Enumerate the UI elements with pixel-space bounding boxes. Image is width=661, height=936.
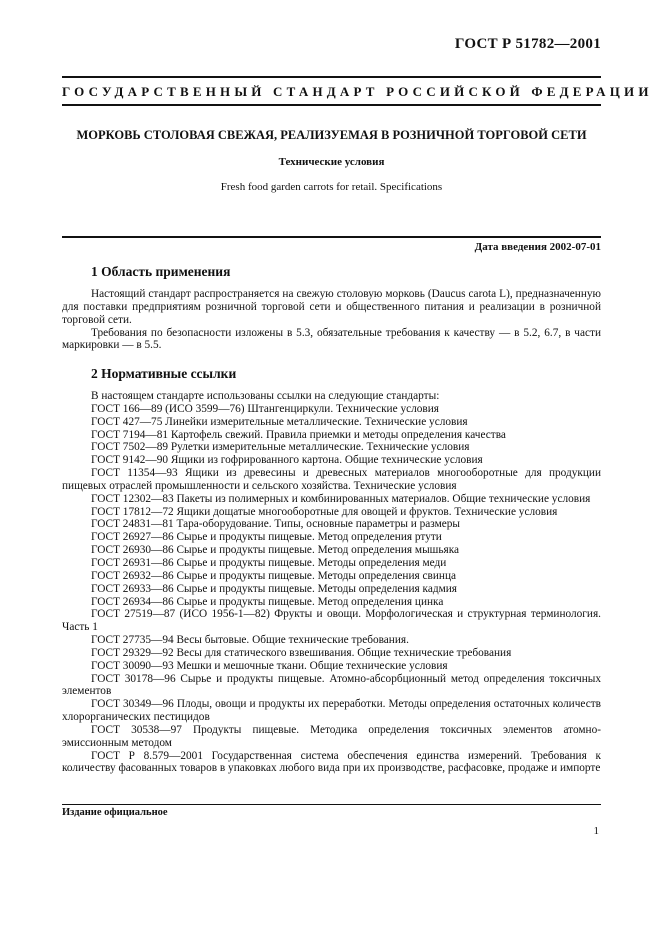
reference-item: ГОСТ 30538—97 Продукты пищевые. Методика определения токсичных элементов атомно-эмиссионным методом: [62, 723, 601, 749]
introduction-date: Дата введения 2002-07-01: [474, 241, 601, 253]
document-code: ГОСТ Р 51782—2001: [454, 36, 601, 52]
reference-item: ГОСТ 26934—86 Сырье и продукты пищевые. Метод определения цинка: [91, 595, 444, 608]
document-title: МОРКОВЬ СТОЛОВАЯ СВЕЖАЯ, РЕАЛИЗУЕМАЯ В РОЗНИЧНОЙ ТОРГОВОЙ СЕТИ: [76, 128, 587, 142]
reference-item: ГОСТ 29329—92 Весы для статического взвешивания. Общие технические требования: [91, 646, 512, 659]
section-2-heading: 2 Нормативные ссылки: [91, 366, 237, 381]
footer-rule: [62, 804, 601, 805]
reference-item: ГОСТ 9142—90 Ящики из гофрированного картона. Общие технические условия: [91, 454, 483, 467]
paragraph: В настоящем стандарте использованы ссылки на следующие стандарты:: [91, 390, 440, 402]
paragraph: Требования по безопасности изложены в 5.3, обязательные требования к качеству — в 5.2, 6.7, в части маркировки — в 5.5.: [62, 326, 601, 352]
reference-item: ГОСТ 7502—89 Рулетки измерительные металлические. Технические условия: [91, 441, 470, 454]
reference-item: ГОСТ 7194—81 Картофель свежий. Правила приемки и методы определения качества: [91, 428, 506, 441]
reference-item: ГОСТ 26931—86 Сырье и продукты пищевые. Методы определения меди: [91, 556, 447, 569]
reference-item: ГОСТ 166—89 (ИСО 3599—76) Штангенциркули. Технические условия: [91, 402, 439, 415]
reference-item: ГОСТ 24831—81 Тара-оборудование. Типы, основные параметры и размеры: [91, 518, 461, 531]
title-rule: [62, 236, 601, 238]
page-number: 1: [593, 825, 599, 837]
reference-item: ГОСТ 26933—86 Сырье и продукты пищевые. Методы определения кадмия: [91, 582, 457, 595]
reference-item: ГОСТ 17812—72 Ящики дощатые многооборотные для овощей и фруктов. Технические условия: [91, 505, 558, 518]
reference-item: ГОСТ 427—75 Линейки измерительные металлические. Технические условия: [91, 415, 468, 428]
reference-item: ГОСТ Р 8.579—2001 Государственная система обеспечения единства измерений. Требования к количеству фасованных товаров в упаковках любого вида при их производстве, расфасовке, продаже и импорте: [62, 749, 601, 775]
reference-item: ГОСТ 12302—83 Пакеты из полимерных и комбинированных материалов. Общие технические условия: [91, 492, 591, 505]
reference-item: ГОСТ 27519—87 (ИСО 1956-1—82) Фрукты и овощи. Морфологическая и структурная терминология. Часть 1: [62, 608, 601, 634]
reference-item: ГОСТ 30178—96 Сырье и продукты пищевые. Атомно-абсорбционный метод определения токсичных элементов: [62, 672, 601, 698]
header-rule-bottom: [62, 104, 601, 106]
state-standard-header: ГОСУДАРСТВЕННЫЙ СТАНДАРТ РОССИЙСКОЙ ФЕДЕРАЦИИ: [62, 84, 653, 99]
reference-item: ГОСТ 30349—96 Плоды, овощи и продукты их переработки. Методы определения остаточных количеств хлорорганических пестицидов: [62, 698, 601, 724]
reference-item: ГОСТ 27735—94 Весы бытовые. Общие технические требования.: [91, 634, 409, 647]
reference-item: ГОСТ 26927—86 Сырье и продукты пищевые. Метод определения ртути: [91, 531, 442, 544]
section-2-body: [62, 390, 601, 775]
section-1-body: [62, 288, 601, 352]
section-1-heading: 1 Область применения: [91, 264, 231, 279]
english-title: Fresh food garden carrots for retail. Specifications: [220, 181, 443, 193]
edition-label: Издание официальное: [62, 807, 168, 818]
reference-item: ГОСТ 26932—86 Сырье и продукты пищевые. Методы определения свинца: [91, 569, 457, 582]
reference-item: ГОСТ 11354—93 Ящики из древесины и древесных материалов многооборотные для продукции пищевых отраслей промышленности и сельского хозяйства. Технические условия: [62, 467, 601, 492]
document-subtitle: Технические условия: [278, 156, 385, 168]
reference-item: ГОСТ 30090—93 Мешки и мешочные ткани. Общие технические условия: [91, 659, 448, 672]
header-rule-top: [62, 76, 601, 78]
reference-item: ГОСТ 26930—86 Сырье и продукты пищевые. Метод определения мышьяка: [91, 544, 460, 557]
paragraph: Настоящий стандарт распространяется на свежую столовую морковь (Daucus carota L), предназначенную для поставки предприятиям розничной торговой сети и общественного питания и реализации в розничной торговой сети.: [62, 288, 601, 326]
